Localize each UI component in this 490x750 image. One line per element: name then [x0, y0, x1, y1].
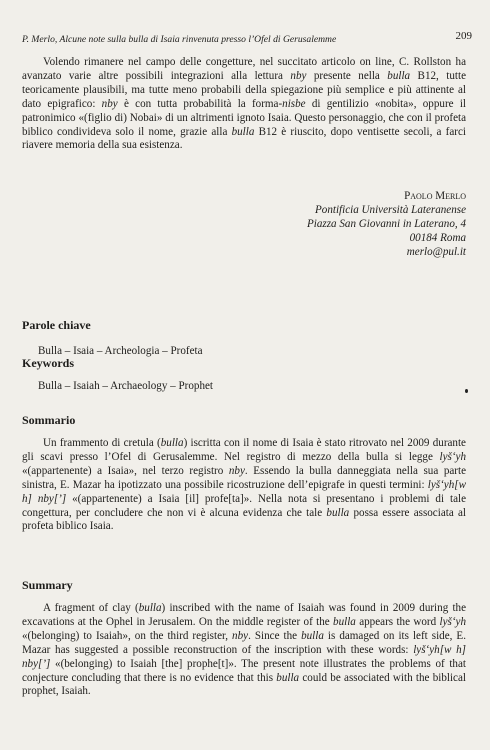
keywords-terms: Bulla – Isaiah – Archaeology – Prophet	[38, 380, 213, 392]
parole-chiave-terms: Bulla – Isaia – Archeologia – Profeta	[38, 345, 203, 357]
ink-speck	[465, 389, 468, 393]
author-name: Paolo Merlo	[404, 190, 466, 202]
intro-paragraph-block	[22, 56, 466, 153]
author-institution: Pontificia Università Lateranense	[315, 203, 466, 216]
running-header: P. Merlo, Alcune note sulla bulla di Isaia rinvenuta presso l’Ofel di Gerusalemme	[22, 34, 337, 45]
summary-heading: Summary	[22, 578, 73, 592]
keywords-heading: Keywords	[22, 356, 74, 370]
author-city: 00184 Roma	[409, 231, 466, 244]
summary-paragraph-block	[22, 602, 466, 699]
author-email: merlo@pul.it	[406, 245, 466, 258]
sommario-heading: Sommario	[22, 413, 76, 427]
sommario-paragraph: Un frammento di cretula (bulla) iscritta con il nome di Isaia è stato ritrovato nel 2009 durante gli scavi presso l’Ofel di Gerusalemme. Nel registro di mezzo della bulla si legge lyš‘yh «(appartenente) a Isaia», nel terzo registro nby. Essendo la bulla danneggiata nella sua parte sinistra, E. Mazar ha ipotizzato una possibile ricostruzione dell’epigrafe in questi termini: lyš‘yh[w h] nby[’] «(appartenente) a Isaia [il] profe[ta]». Nella nota si presentano i problemi di tale congettura, per concludere che non vi è alcuna evidenza che tale bulla possa essere associata al profeta biblico Isaia.	[22, 437, 466, 533]
sommario-paragraph-block	[22, 437, 466, 534]
intro-paragraph: Volendo rimanere nel campo delle congetture, nel succitato articolo on line, C. Rollston ha avanzato varie altre possibili integrazioni alla lettura nby presente nella bulla B12, tutte teoricamente plausibili, ma tutte meno probabili della spiegazione più semplice e più attinente al dato epigrafico: nby è con tutta probabilità la forma-nisbe di gentilizio «nobita», oppure il patronimico «(figlio di) Nobai» di un altrimenti ignoto Isaia. Questo personaggio, che con il profeta biblico condivideva solo il nome, grazie alla bulla B12 è riuscito, dopo ventisette secoli, a farci riavere memoria della sua esistenza.	[22, 56, 466, 152]
author-signature	[307, 190, 466, 260]
author-address: Piazza San Giovanni in Laterano, 4	[306, 217, 466, 230]
summary-paragraph: A fragment of clay (bulla) inscribed with the name of Isaiah was found in 2009 during the excavations at the Ophel in Jerusalem. On the middle register of the bulla appears the word lyš‘yh «(belonging) to Isaiah», on the third register, nby. Since the bulla is damaged on its left side, E. Mazar has suggested a possible reconstruction of the inscription with these words: lyš‘yh[w h] nby[’] «(belonging) to Isaiah [the] prophe[t]». The present note illustrates the problems of that conjecture concluding that there is no evidence that this bulla could be associated with the biblical prophet, Isaiah.	[22, 602, 467, 698]
parole-chiave-heading: Parole chiave	[22, 318, 91, 332]
page-number: 209	[455, 30, 472, 42]
